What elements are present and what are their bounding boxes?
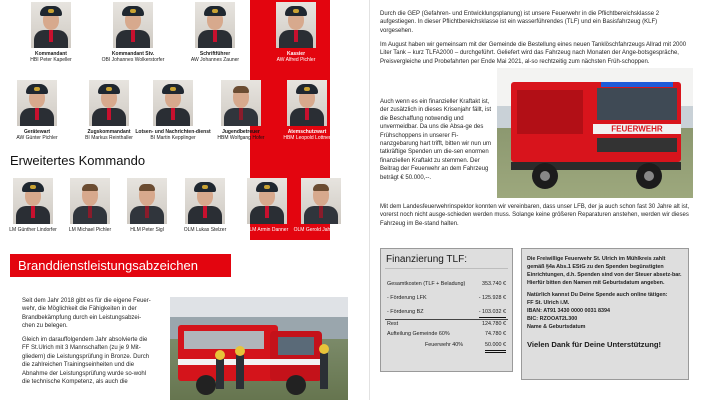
person-role: Zugskommandant: [87, 129, 131, 135]
person-role: Kommandant Stv.: [111, 51, 155, 57]
person-role: Kassier: [286, 51, 306, 57]
person-name: OLM Gerold Jahrlbacher: [293, 227, 349, 233]
person-card: [251, 2, 341, 63]
person-card: [262, 80, 352, 141]
bic-text: BIC: RZOOAT2L300: [527, 316, 578, 322]
financing-label: Gesamtkosten (TLF + Beladung): [387, 281, 466, 287]
financing-label: Rest: [387, 321, 399, 327]
person-card: [6, 2, 96, 63]
donation-intro: Die Freiwillige Feuerwehr St. Ulrich im Mühlkreis zahlt gemäß §4a Abs.1 EStG zu den Spenden begünstigten Einrichtungen, d.h. Spenden sind von der Steuer absetz-bar. Hierfür bitten den Namen mit Geburtsdatum angeben.: [527, 256, 682, 286]
new-truck-photo: [497, 68, 693, 198]
financing-row: [385, 330, 508, 341]
portrait-photo: [185, 178, 225, 224]
person-name: OLM Lukas Stelzer: [183, 227, 227, 233]
financing-value: 124.780 €: [482, 321, 506, 327]
lfb-paragraph: Mit dem Landesfeuerwehrinspektor konnten wir vereinbaren, dass unser LFB, der ja auch schon fast 30 Jahre alt ist, vorerst noch nicht ausge-schieden werden muss. Solange keine größeren Reparaturen anstehen, werden wir dieses Fahrzeug im Be-stand halten.: [380, 204, 690, 227]
left-paragraph: Seit dem Jahr 2018 gibt es für die eigene Feuer-wehr, die Möglichkeit die Fähigkeiten in der Brandbekämpfung durch ein Leistungsabzei-chen zu belegen.: [22, 298, 151, 330]
reference-text: Name & Geburtsdatum: [527, 324, 586, 330]
person-name: BI Martin Kepplinger: [150, 135, 196, 141]
financing-row: [385, 294, 508, 305]
funding-paragraph: Auch wenn es ein finanzieller Kraftakt ist, der zusätzlich in dieses Krisenjahr fällt, ist die Beschaffung notwendig und unvermeidbar. Da uns die Absa-ge des Frühschoppens in unserer Fi-nanzgebarung hart trifft, bitten wir nun um tatkräftige Spenden um die-sen enormen finanziellen Kraftakt zu stemmen. Der Beitrag der Feuerwehr an dem Fahrzeug beträgt € 50.000,--.: [380, 99, 492, 181]
person-role: Jugendbetreuer: [222, 129, 260, 135]
person-card: [276, 178, 366, 233]
financing-value: - 103.032 €: [479, 308, 506, 318]
person-name: LM Günther Lindorfer: [9, 227, 57, 233]
financing-row: [385, 319, 508, 330]
thanks-text: Vielen Dank für Deine Unterstützung!: [527, 340, 662, 349]
person-role: Lotsen- und Nachrichten-dienst: [135, 129, 211, 135]
financing-value: 74.780 €: [485, 331, 506, 337]
financing-row: [385, 308, 508, 319]
portrait-photo: [31, 2, 71, 48]
person-card: [170, 2, 260, 63]
portrait-photo: [221, 80, 261, 126]
iban-text: IBAN: AT91 3430 0000 0031 8394: [527, 308, 611, 314]
financing-row: [385, 341, 508, 352]
extended-commando-heading: Erweitertes Kommando: [10, 153, 146, 168]
truck-sign: FEUERWEHR: [611, 124, 663, 134]
order-paragraph: Im August haben wir gemeinsam mit der Gemeinde die Bestellung eines neuen Tanklöschfahrzeugs Allrad mit 2000 Liter Tank – kurz TLFA2000 – durchgeführt. Geliefert wird das Fahrzeug nach Monaten der Ange-botsgespräche, Preisvergleiche und Probefahrten per Ende Mai 2021, al-so rechtzeitig zum nächsten Früh-schoppen.: [380, 42, 687, 65]
donation-online-note: Natürlich kannst Du Deine Spende auch online tätigen:: [527, 292, 668, 298]
portrait-photo: [301, 178, 341, 224]
financing-label: - Förderung LFK: [387, 295, 427, 301]
section-banner: Branddienstleistungsabzeichen: [10, 254, 231, 277]
intro-paragraph: Durch die GEP (Gefahren- und Entwicklungsplanung) ist unsere Feuerwehr in die Pflichtbereichsklasse 2 aufgestiegen. In dieser Pflichtbereichsklasse ist ein wasserführendes (TLF) und ein Basisfahrzeug (KLF) vorgesehen.: [380, 11, 660, 34]
financing-value: 353.740 €: [482, 281, 506, 287]
financing-box: [380, 248, 513, 372]
account-holder: FF St. Ulrich i.M.: [527, 300, 570, 306]
person-name: HBM Leopold Lottner: [283, 135, 331, 141]
portrait-photo: [276, 2, 316, 48]
fire-truck-illustration: [497, 68, 693, 198]
column-divider: [369, 0, 370, 400]
person-name: HLM Armin Danner: [245, 227, 289, 233]
financing-label: Feuerwehr 40%: [425, 342, 464, 348]
person-role: Schriftführer: [199, 51, 231, 57]
person-name: AW Alfred Pichler: [276, 57, 316, 63]
person-role: Kommandant: [35, 51, 67, 57]
left-paragraph: Gleich im darauffolgendem Jahr absolvierte die FF St.Ulrich mit 3 Mannschaften (zu je 9 Mit-gliedern) die Leistungsprüfung in Bronze. Durch die zahlreichen Trainingseinheiten und die Abnahme der Leistungsprüfung wurde so-wohl die technische Kompetenz, als auch die: [22, 337, 150, 386]
financing-value: 50.000 €: [485, 341, 506, 353]
person-name: BI Markus Reinthaller: [85, 135, 133, 141]
person-card: [88, 2, 178, 63]
financing-value: - 125.928 €: [478, 295, 506, 301]
person-name: AW Günter Pichler: [16, 135, 58, 141]
person-name: HLM Peter Sigl: [130, 227, 164, 233]
person-name: AW Johannes Zauner: [190, 57, 240, 63]
fire-truck-illustration: [170, 297, 348, 400]
portrait-photo: [17, 80, 57, 126]
portrait-photo: [89, 80, 129, 126]
financing-label: Aufteilung Gemeinde 60%: [387, 331, 450, 337]
portrait-photo: [153, 80, 193, 126]
financing-row: [385, 280, 508, 291]
person-role: Gerätewart: [23, 129, 51, 135]
financing-label: - Förderung BZ: [387, 309, 424, 315]
portrait-photo: [113, 2, 153, 48]
training-photo: [170, 297, 348, 400]
person-name: HBM Wolfgang Hofer: [217, 135, 265, 141]
person-name: LM Michael Pichler: [68, 227, 112, 233]
financing-title: Finanzierung TLF:: [385, 254, 508, 269]
person-name: OBI Johannes Wolkerstorfer: [101, 57, 165, 63]
person-role: Atemschutzwart: [287, 129, 327, 135]
portrait-photo: [287, 80, 327, 126]
portrait-photo: [195, 2, 235, 48]
person-name: HBI Peter Kapeller: [30, 57, 72, 63]
donation-info-box: [521, 248, 689, 380]
